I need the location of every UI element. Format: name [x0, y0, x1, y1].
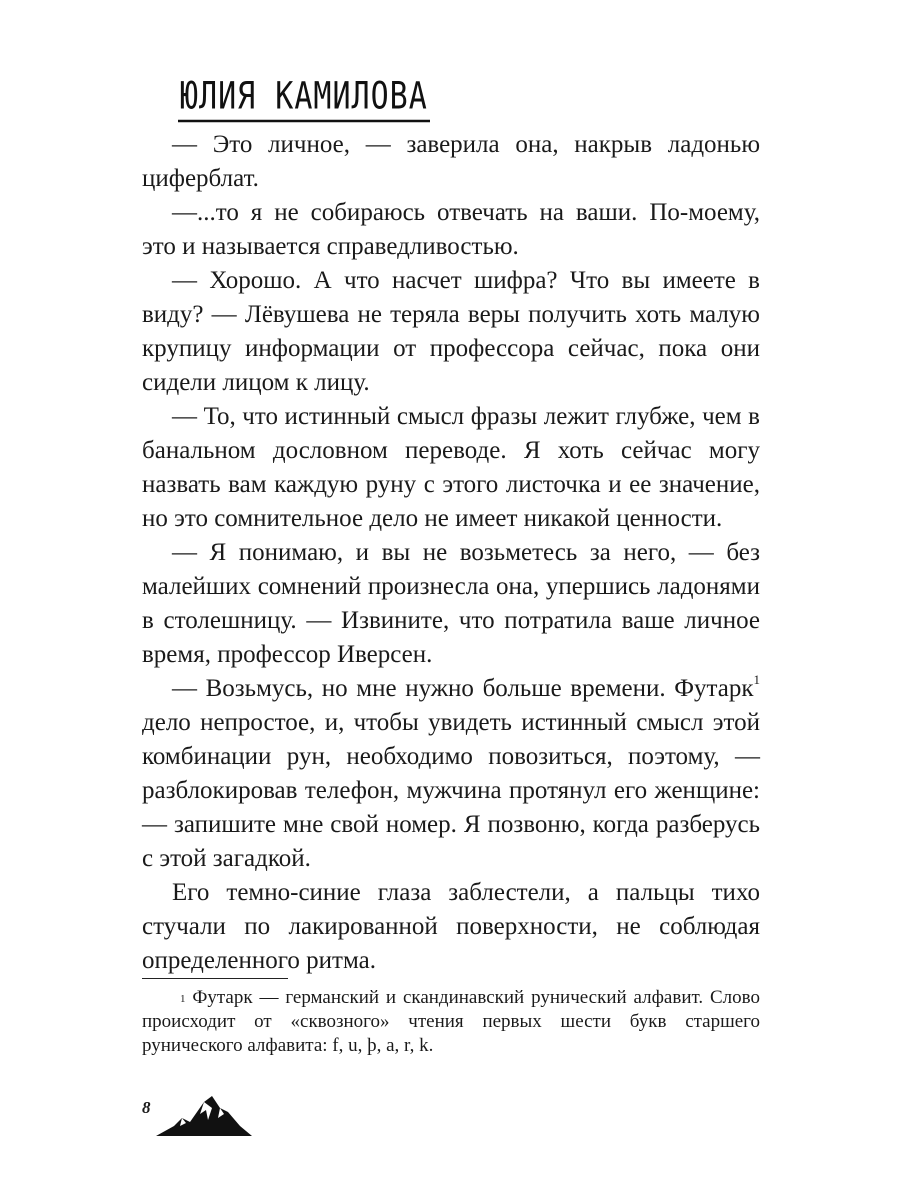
paragraph-text: дело непростое, и, чтобы увидеть истинный смысл этой комбинации рун, необходимо повозиться, поэтому, — разблокировав телефон, мужчина протянул его женщине: — запишите мне свой номер. Я позвоню, когда разберусь с этой загадкой.	[142, 709, 760, 872]
paragraph: —...то я не собираюсь отвечать на ваши. По-моему, это и называется справедливостью.	[142, 199, 760, 260]
paragraph: — Хорошо. А что насчет шифра? Что вы имеете в виду? — Лёвушева не теряла веры получить хоть малую крупицу информации от профессора сейчас, пока они сидели лицом к лицу.	[142, 267, 760, 396]
paragraph: — Это личное, — заверила она, накрыв ладонью циферблат.	[142, 131, 760, 192]
mountain-icon	[156, 1092, 252, 1142]
running-header-author: ЮЛИЯ КАМИЛОВА	[178, 76, 430, 122]
paragraph-text: — Возьмусь, но мне нужно больше времени. Футарк	[172, 675, 754, 702]
paragraph: Его темно-синие глаза заблестели, а пальцы тихо стучали по лакированной поверхности, не соблюдая определенного ритма.	[142, 879, 760, 974]
footnote-reference[interactable]: 1	[753, 672, 760, 687]
footnote	[142, 986, 760, 1058]
body-text	[142, 128, 760, 978]
paragraph: — Я понимаю, и вы не возьметесь за него, — без малейших сомнений произнесла она, упершись ладонями в столешницу. — Извините, что потратила ваше личное время, профессор Иверсен.	[142, 539, 760, 668]
page-number: 8	[142, 1098, 151, 1117]
paragraph: — То, что истинный смысл фразы лежит глубже, чем в банальном дословном переводе. Я хоть сейчас могу назвать вам каждую руну с этого листочка и ее значение, но это сомнительное дело не имеет никакой ценности.	[142, 403, 760, 532]
paragraph-with-footnote	[142, 672, 760, 876]
footnote-marker: 1	[180, 993, 186, 1005]
footnote-text: Футарк — германский и скандинавский рунический алфавит. Слово происходит от «сквозного» чтения первых шести букв старшего рунического алфавита: f, u, þ, a, r, k.	[142, 987, 760, 1056]
footnote-divider	[142, 978, 288, 979]
